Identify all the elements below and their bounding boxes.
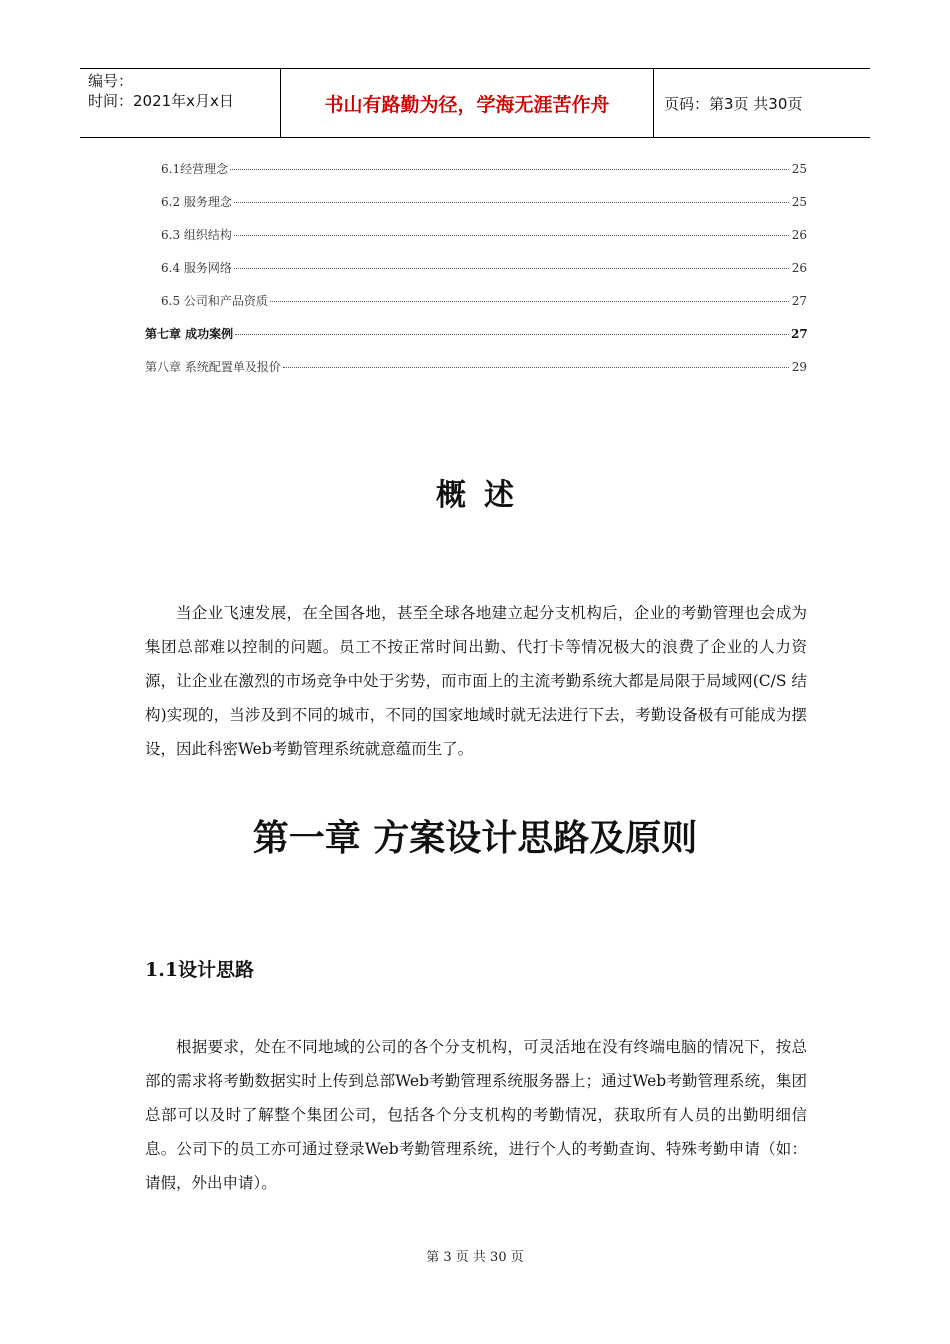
section-title: 1.1设计思路 xyxy=(145,959,255,981)
toc-entry-page: 25 xyxy=(791,162,807,176)
toc-entry-label: 6.2 服务理念 xyxy=(161,195,232,209)
toc-entry[interactable] xyxy=(145,193,807,226)
header-left-cell xyxy=(80,69,281,137)
header-date-label: 时间：2021年x月x日 xyxy=(88,92,234,110)
toc-entry-page: 29 xyxy=(791,360,807,374)
toc-leader-dots xyxy=(235,334,789,335)
toc-leader-dots xyxy=(234,268,789,269)
toc-leader-dots xyxy=(270,301,789,302)
toc-entry-label: 6.4 服务网络 xyxy=(161,261,232,275)
section-paragraph xyxy=(145,1030,807,1200)
toc-entry[interactable] xyxy=(145,292,807,325)
toc-leader-dots xyxy=(230,169,789,170)
section-paragraph-text: 根据要求，处在不同地域的公司的各个分支机构，可灵活地在没有终端电脑的情况下，按总部的需求将考勤数据实时上传到总部Web考勤管理系统服务器上；通过Web考勤管理系统，集团总部可以及时了解整个集团公司，包括各个分支机构的考勤情况，获取所有人员的出勤明细信息。公司下的员工亦可通过登录Web考勤管理系统，进行个人的考勤查询、特殊考勤申请（如：请假，外出申请）。 xyxy=(145,1038,807,1192)
header-motto: 书山有路勤为径，学海无涯苦作舟 xyxy=(281,69,654,137)
toc-entry-chapter[interactable] xyxy=(145,325,807,358)
page-footer: 第 3 页 共 30 页 xyxy=(426,1250,524,1265)
toc-entry[interactable] xyxy=(145,259,807,292)
toc-entry-page: 27 xyxy=(791,294,807,308)
overview-paragraph xyxy=(145,596,807,766)
toc-entry[interactable] xyxy=(145,160,807,193)
overview-paragraph-text: 当企业飞速发展，在全国各地，甚至全球各地建立起分支机构后，企业的考勤管理也会成为集团总部难以控制的问题。员工不按正常时间出勤、代打卡等情况极大的浪费了企业的人力资源，让企业在激烈的市场竞争中处于劣势，而市面上的主流考勤系统大都是局限于局域网(C/S 结构)实现的，当涉及到不同的城市，不同的国家地域时就无法进行下去，考勤设备极有可能成为摆设，因此科密Web考勤管理系统就意蕴而生了。 xyxy=(145,604,807,758)
toc-entry-label: 第七章 成功案例 xyxy=(145,327,234,341)
toc-entry-page: 26 xyxy=(791,261,807,275)
toc-entry-page: 27 xyxy=(791,327,808,341)
toc-leader-dots xyxy=(234,202,789,203)
page-header xyxy=(80,68,870,138)
toc-entry-label: 第八章 系统配置单及报价 xyxy=(145,360,281,374)
toc-entry-chapter[interactable] xyxy=(145,358,807,391)
toc-leader-dots xyxy=(283,367,789,368)
overview-title: 概述 xyxy=(436,478,532,513)
toc-entry-label: 6.5 公司和产品资质 xyxy=(161,294,268,308)
chapter-title: 第一章 方案设计思路及原则 xyxy=(252,817,698,859)
header-number-label: 编号： xyxy=(88,72,134,90)
header-page-label: 页码：第3页 共30页 xyxy=(664,94,803,113)
toc-leader-dots xyxy=(234,235,789,236)
toc-entry-label: 6.3 组织结构 xyxy=(161,228,232,242)
table-of-contents xyxy=(145,160,807,391)
toc-entry[interactable] xyxy=(145,226,807,259)
toc-entry-page: 26 xyxy=(791,228,807,242)
toc-entry-page: 25 xyxy=(791,195,807,209)
toc-entry-label: 6.1经营理念 xyxy=(161,162,229,176)
